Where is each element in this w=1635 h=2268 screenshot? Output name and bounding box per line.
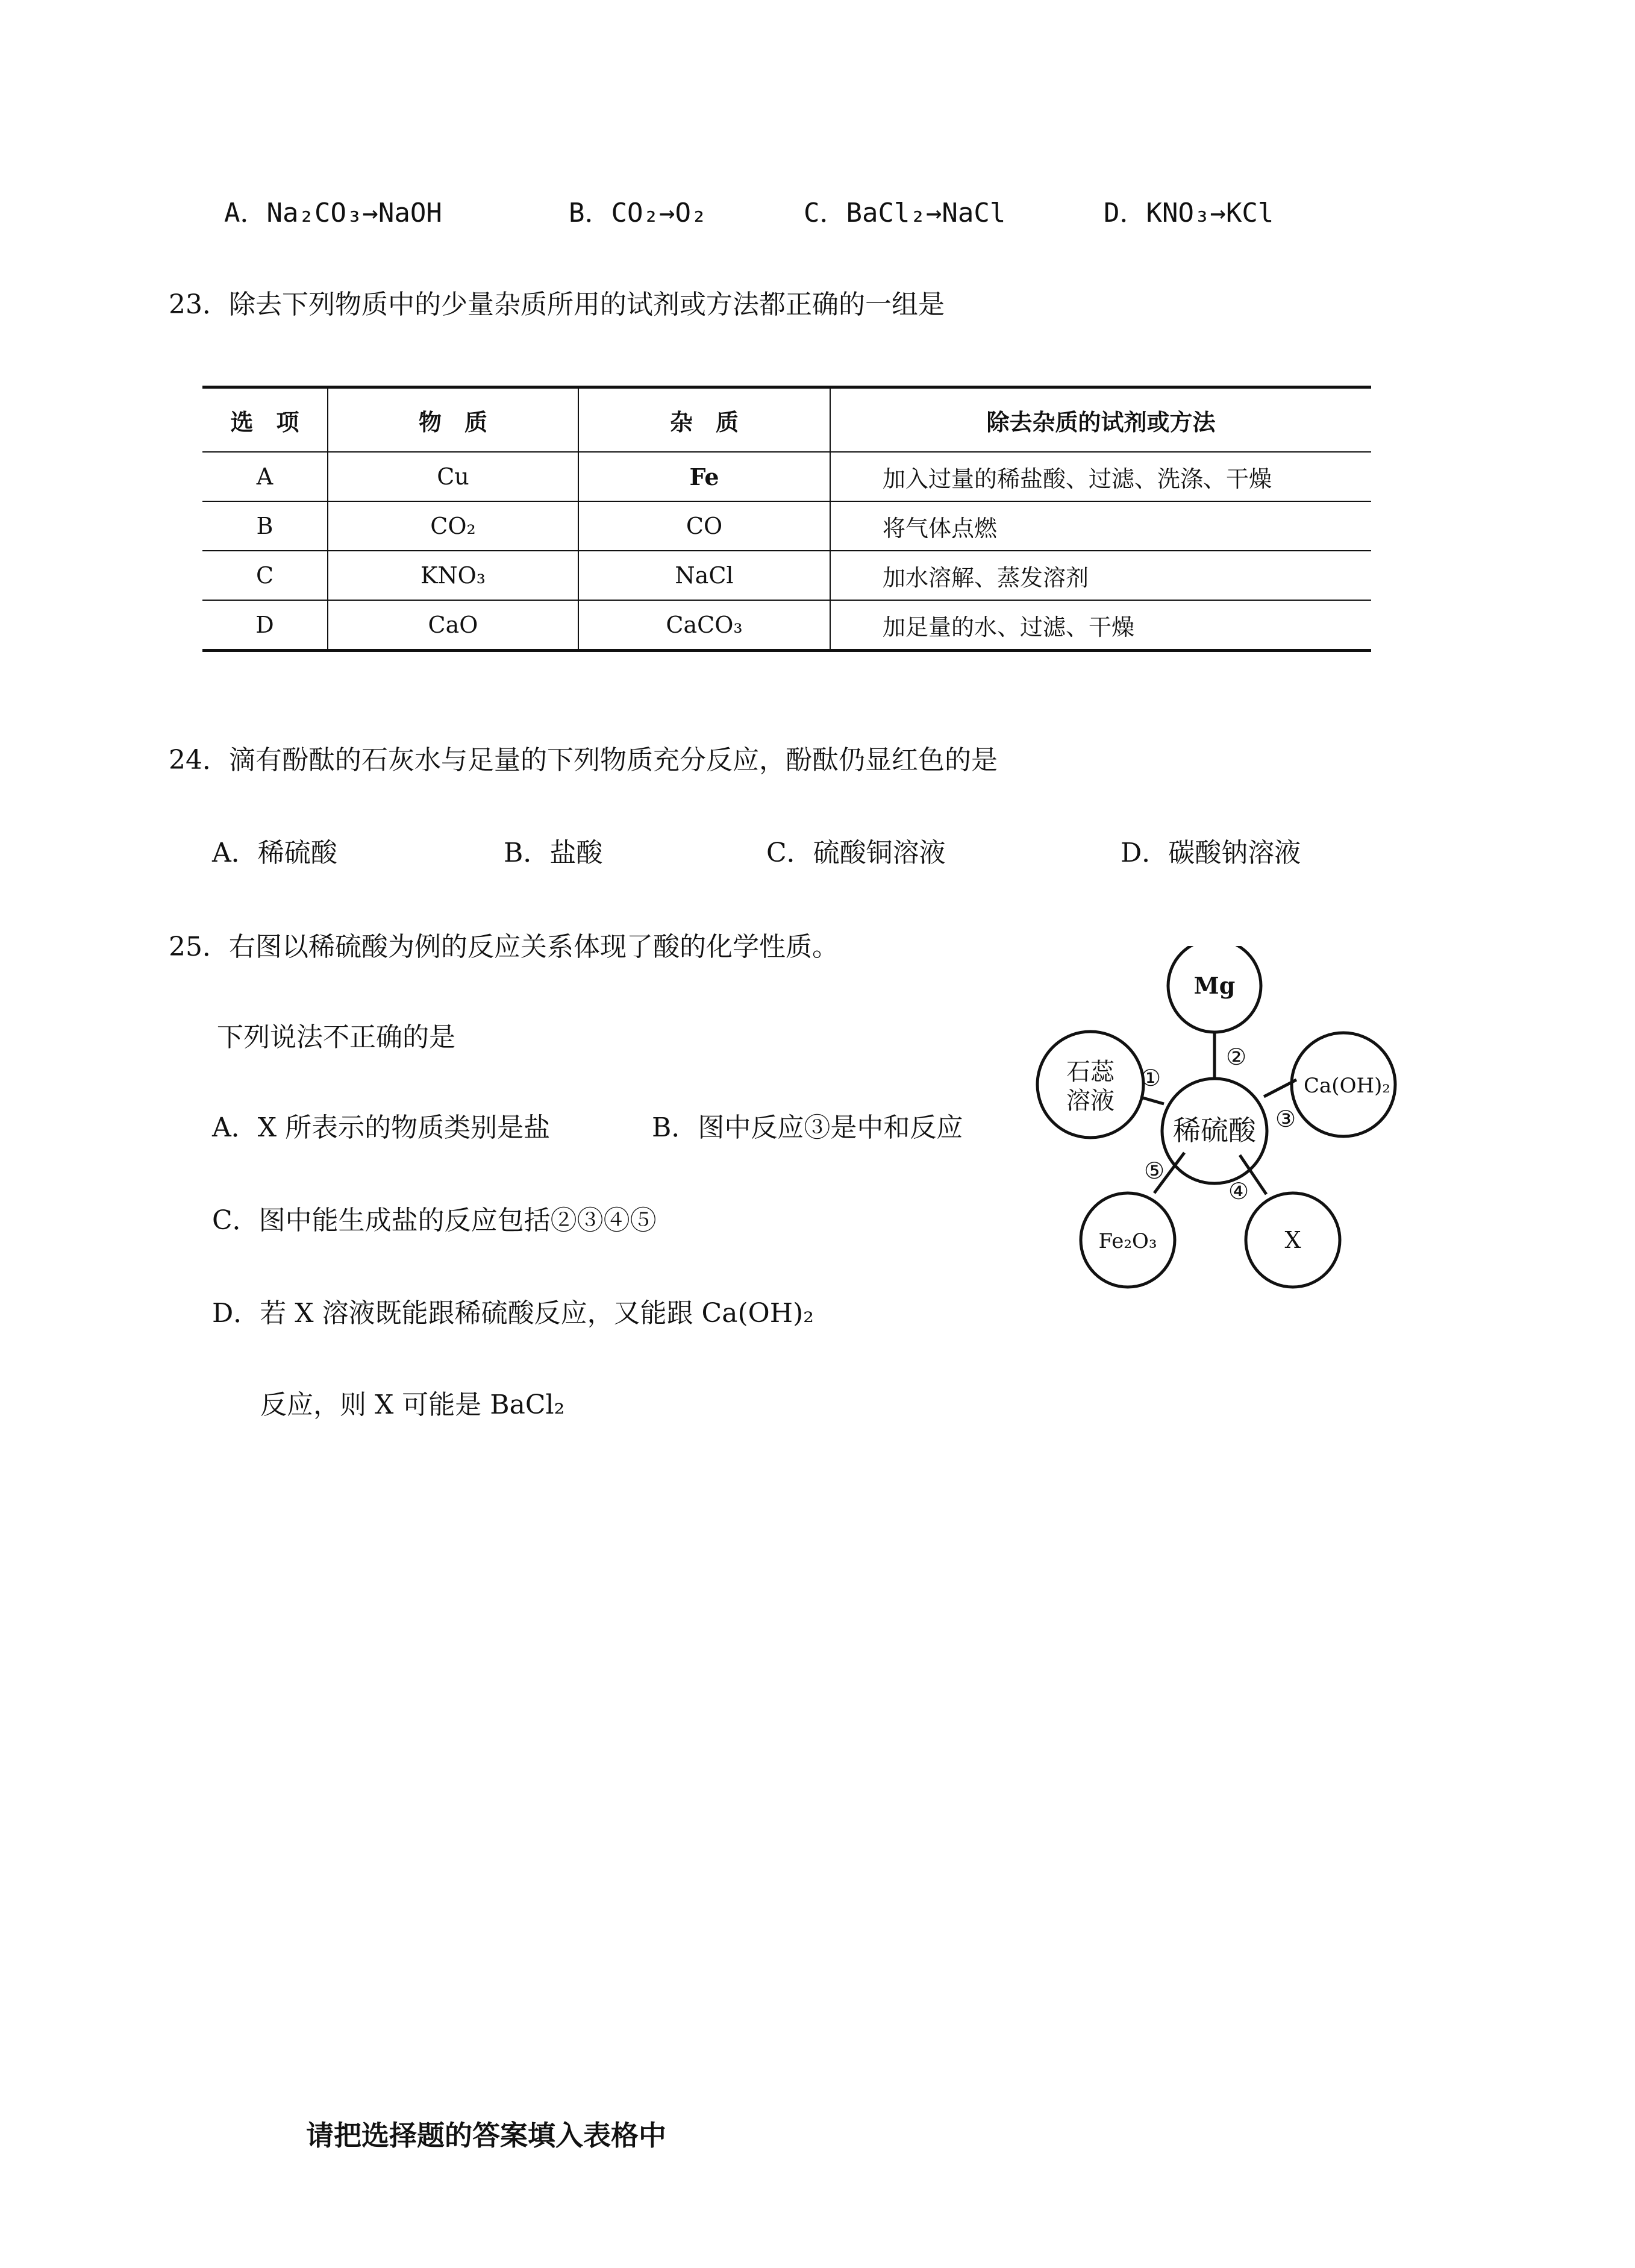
- q23-stem: 23．除去下列物质中的少量杂质所用的试剂或方法都正确的一组是: [169, 289, 945, 320]
- table-row: [202, 551, 1371, 600]
- connector-left: [1143, 1098, 1164, 1104]
- table-header-row: [202, 387, 1371, 453]
- cell-impurity: CaCO₃: [578, 600, 830, 651]
- q24-option-b: B．盐酸: [504, 838, 603, 868]
- q25-option-d-line1: D．若 X 溶液既能跟稀硫酸反应，又能跟 Ca(OH)₂: [212, 1298, 814, 1329]
- table-row: [202, 501, 1371, 551]
- cell-method: 加水溶解、蒸发溶剂: [830, 551, 1371, 600]
- cell-option: D: [255, 612, 274, 638]
- reaction-label-1: ①: [1140, 1065, 1161, 1091]
- reaction-label-5: ⑤: [1143, 1157, 1165, 1184]
- q23-table: [202, 386, 1371, 652]
- q22-option-a: A．Na₂CO₃→NaOH: [224, 198, 442, 228]
- cell-method: 将气体点燃: [830, 501, 1371, 551]
- cell-impurity: Fe: [578, 452, 830, 501]
- cell-substance: CO₂: [328, 501, 578, 551]
- cell-impurity: CO: [578, 501, 830, 551]
- answer-instruction: 请把选择题的答案填入表格中: [306, 2119, 666, 2152]
- cell-method: 加足量的水、过滤、干燥: [830, 600, 1371, 651]
- q25-option-d-line2: 反应，则 X 可能是 BaCl₂: [260, 1389, 565, 1420]
- cell-substance: KNO₃: [328, 551, 578, 600]
- right-label: Ca(OH)₂: [1304, 1074, 1390, 1098]
- q25-stem: 25．右图以稀硫酸为例的反应关系体现了酸的化学性质。: [169, 932, 839, 962]
- header-substance: 物 质: [328, 387, 578, 453]
- table-row: [202, 452, 1371, 501]
- q22-option-c: C．BaCl₂→NaCl: [804, 198, 1006, 228]
- q24-option-a: A．稀硫酸: [212, 838, 337, 868]
- left-label-2: 溶液: [1066, 1087, 1114, 1115]
- q25-option-c: C．图中能生成盐的反应包括②③④⑤: [212, 1205, 657, 1236]
- q24-option-c: C．硫酸铜溶液: [766, 838, 946, 868]
- reaction-label-4: ④: [1228, 1178, 1249, 1204]
- bottom-right-label: X: [1284, 1227, 1301, 1253]
- header-method: 除去杂质的试剂或方法: [830, 387, 1371, 453]
- cell-substance: CaO: [328, 600, 578, 651]
- q22-option-d: D．KNO₃→KCl: [1104, 198, 1274, 228]
- q25-prompt: 下列说法不正确的是: [217, 1022, 455, 1053]
- header-impurity: 杂 质: [578, 387, 830, 453]
- bottom-left-label: Fe₂O₃: [1098, 1229, 1157, 1253]
- q25-option-a: A．X 所表示的物质类别是盐: [212, 1112, 551, 1143]
- cell-option: C: [202, 551, 328, 600]
- center-label: 稀硫酸: [1173, 1114, 1256, 1147]
- acid-reaction-diagram: [1024, 946, 1410, 1308]
- header-option: 选 项: [202, 387, 328, 453]
- table-row: [202, 600, 1371, 651]
- cell-substance: Cu: [328, 452, 578, 501]
- reaction-label-2: ②: [1225, 1044, 1247, 1070]
- cell-impurity: NaCl: [578, 551, 830, 600]
- q25-option-b: B．图中反应③是中和反应: [652, 1112, 963, 1143]
- q22-option-b: B．CO₂→O₂: [569, 198, 707, 228]
- q24-stem: 24．滴有酚酞的石灰水与足量的下列物质充分反应，酚酞仍显红色的是: [169, 745, 998, 775]
- reaction-label-3: ③: [1275, 1106, 1296, 1132]
- cell-method: 加入过量的稀盐酸、过滤、洗涤、干燥: [830, 452, 1371, 501]
- top-label: Mg: [1193, 972, 1236, 999]
- cell-option: A: [202, 452, 328, 501]
- cell-option: B: [202, 501, 328, 551]
- q24-option-d: D．碳酸钠溶液: [1121, 838, 1301, 868]
- left-label-1: 石蕊: [1066, 1058, 1114, 1086]
